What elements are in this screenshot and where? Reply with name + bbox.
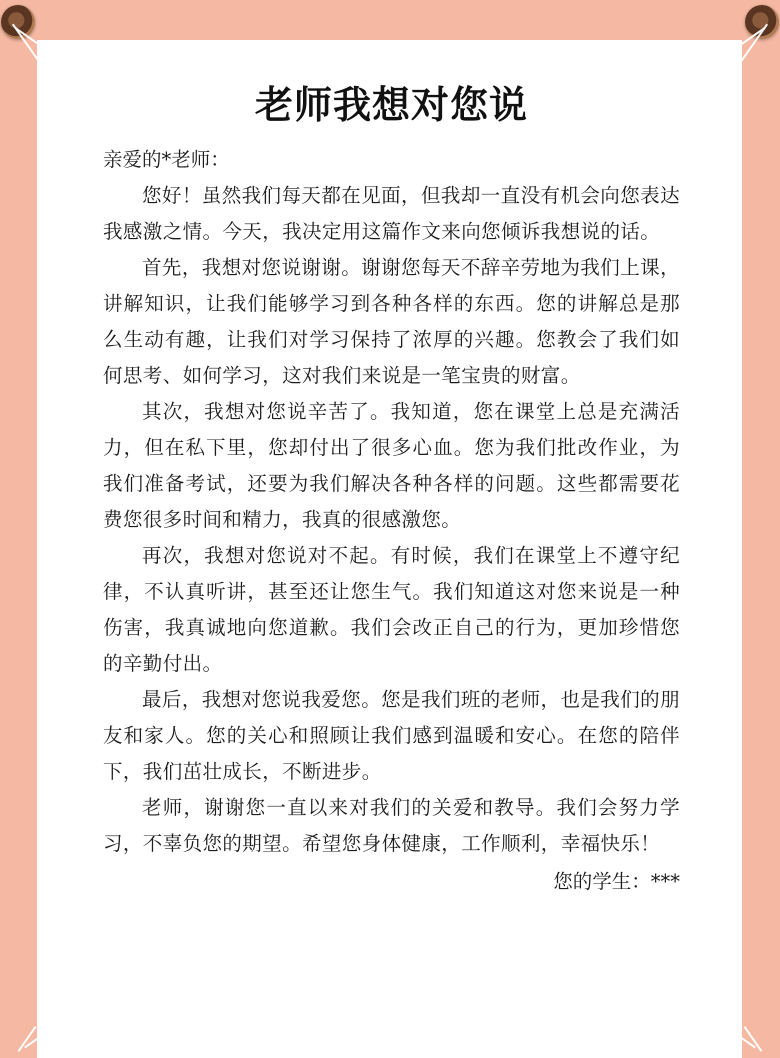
letter-paragraph-1: 您好！虽然我们每天都在见面，但我却一直没有机会向您表达我感激之情。今天，我决定用这篇作文来向您倾诉我想说的话。 — [103, 184, 680, 243]
letter-greeting: 亲爱的*老师： — [103, 148, 230, 171]
letter-paper — [37, 40, 742, 1058]
letter-paragraph-6: 老师，谢谢您一直以来对我们的关爱和教导。我们会努力学习，不辜负您的期望。希望您身体健康，工作顺利，幸福快乐！ — [103, 796, 680, 855]
letter-signature: 您的学生：*** — [553, 870, 680, 893]
letter-paragraph-2: 首先，我想对您说谢谢。谢谢您每天不辞辛劳地为我们上课，讲解知识，让我们能够学习到各种各样的东西。您的讲解总是那么生动有趣，让我们对学习保持了浓厚的兴趣。您教会了我们如何思考、如何学习，这对我们来说是一笔宝贵的财富。 — [103, 256, 680, 387]
letter-paragraph-5: 最后，我想对您说我爱您。您是我们班的老师，也是我们的朋友和家人。您的关心和照顾让我们感到温暖和安心。在您的陪伴下，我们茁壮成长，不断进步。 — [103, 688, 680, 783]
string-decoration — [744, 1026, 763, 1052]
letter-paragraph-3: 其次，我想对您说辛苦了。我知道，您在课堂上总是充满活力，但在私下里，您却付出了很多心血。您为我们批改作业，为我们准备考试，还要为我们解决各种各样的问题。这些都需要花费您很多时间和精力，我真的很感激您。 — [103, 400, 680, 531]
letter-title: 老师我想对您说 — [254, 83, 528, 127]
pushpin-right-icon — [745, 5, 779, 39]
letter-paragraph-4: 再次，我想对您说对不起。有时候，我们在课堂上不遵守纪律，不认真听讲，甚至还让您生气。我们知道这对您来说是一种伤害，我真诚地向您道歉。我们会改正自己的行为，更加珍惜您的辛勤付出。 — [103, 544, 680, 675]
